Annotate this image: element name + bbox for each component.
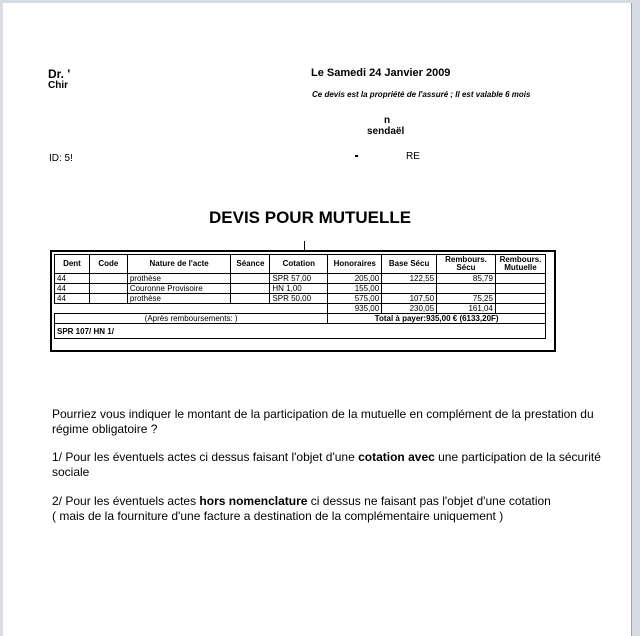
- table-row: 44 Couronne Provisoire HN 1,00 155,00: [55, 284, 546, 294]
- quote-table: [54, 254, 546, 339]
- col-header-rembours-mutuelle: Rembours. Mutuelle: [495, 255, 545, 274]
- col-header-code: Code: [89, 255, 127, 274]
- col-header-seance: Séance: [231, 255, 270, 274]
- doctor-name: Dr. ': [48, 67, 71, 81]
- after-refund-label: (Après remboursements: ): [55, 314, 328, 324]
- coding-summary: SPR 107/ HN 1/: [55, 324, 546, 339]
- col-header-nature: Nature de l'acte: [127, 255, 231, 274]
- patient-name-fragment: n: [384, 115, 391, 126]
- col-header-base-secu: Base Sécu: [382, 255, 437, 274]
- point-2: 2/ Pour les éventuels actes hors nomenclature ci dessus ne faisant pas l'objet d'une cotation ( mais de la fourniture d'une facture a destination de la complémentaire uniquement ): [52, 494, 551, 523]
- totals-row: [55, 304, 546, 314]
- col-header-rembours-secu: Rembours. Sécu: [437, 255, 496, 274]
- patient-firstname-fragment: sendaël: [367, 126, 405, 137]
- col-header-cotation: Cotation: [270, 255, 328, 274]
- col-header-dent: Dent: [55, 255, 90, 274]
- point-1: 1/ Pour les éventuels actes ci dessus faisant l'objet d'une cotation avec une participation de la sécurité sociale: [52, 450, 601, 479]
- patient-city-fragment: RE: [406, 151, 420, 162]
- total-base-secu: 230,05: [382, 304, 437, 314]
- question-intro: Pourriez vous indiquer le montant de la participation de la mutuelle en complément de la prestation du régime obligatoire ?: [52, 407, 594, 436]
- table-row: 44 prothèse SPR 50,00 575,00 107,50 75,25: [55, 294, 546, 304]
- col-header-honoraires: Honoraires: [328, 255, 382, 274]
- total-to-pay: Total à payer:935,00 € (6133,20F): [328, 314, 546, 324]
- total-honoraires: 935,00: [328, 304, 382, 314]
- total-rembours-secu: 161,04: [437, 304, 496, 314]
- redaction-mark: [355, 155, 358, 157]
- document-title: DEVIS POUR MUTUELLE: [209, 208, 412, 227]
- doctor-title: Chir: [48, 80, 68, 88]
- table-row: 44 prothèse SPR 57,00 205,00 122,55 85,79: [55, 274, 546, 284]
- after-refund-row: [55, 314, 546, 324]
- patient-id: ID: 5!: [49, 153, 73, 164]
- document-page: [3, 3, 632, 636]
- document-date: Le Samedi 24 Janvier 2009: [311, 67, 451, 79]
- validity-note: Ce devis est la propriété de l'assuré ; Il est valable 6 mois: [312, 90, 531, 99]
- coding-summary-row: [55, 324, 546, 339]
